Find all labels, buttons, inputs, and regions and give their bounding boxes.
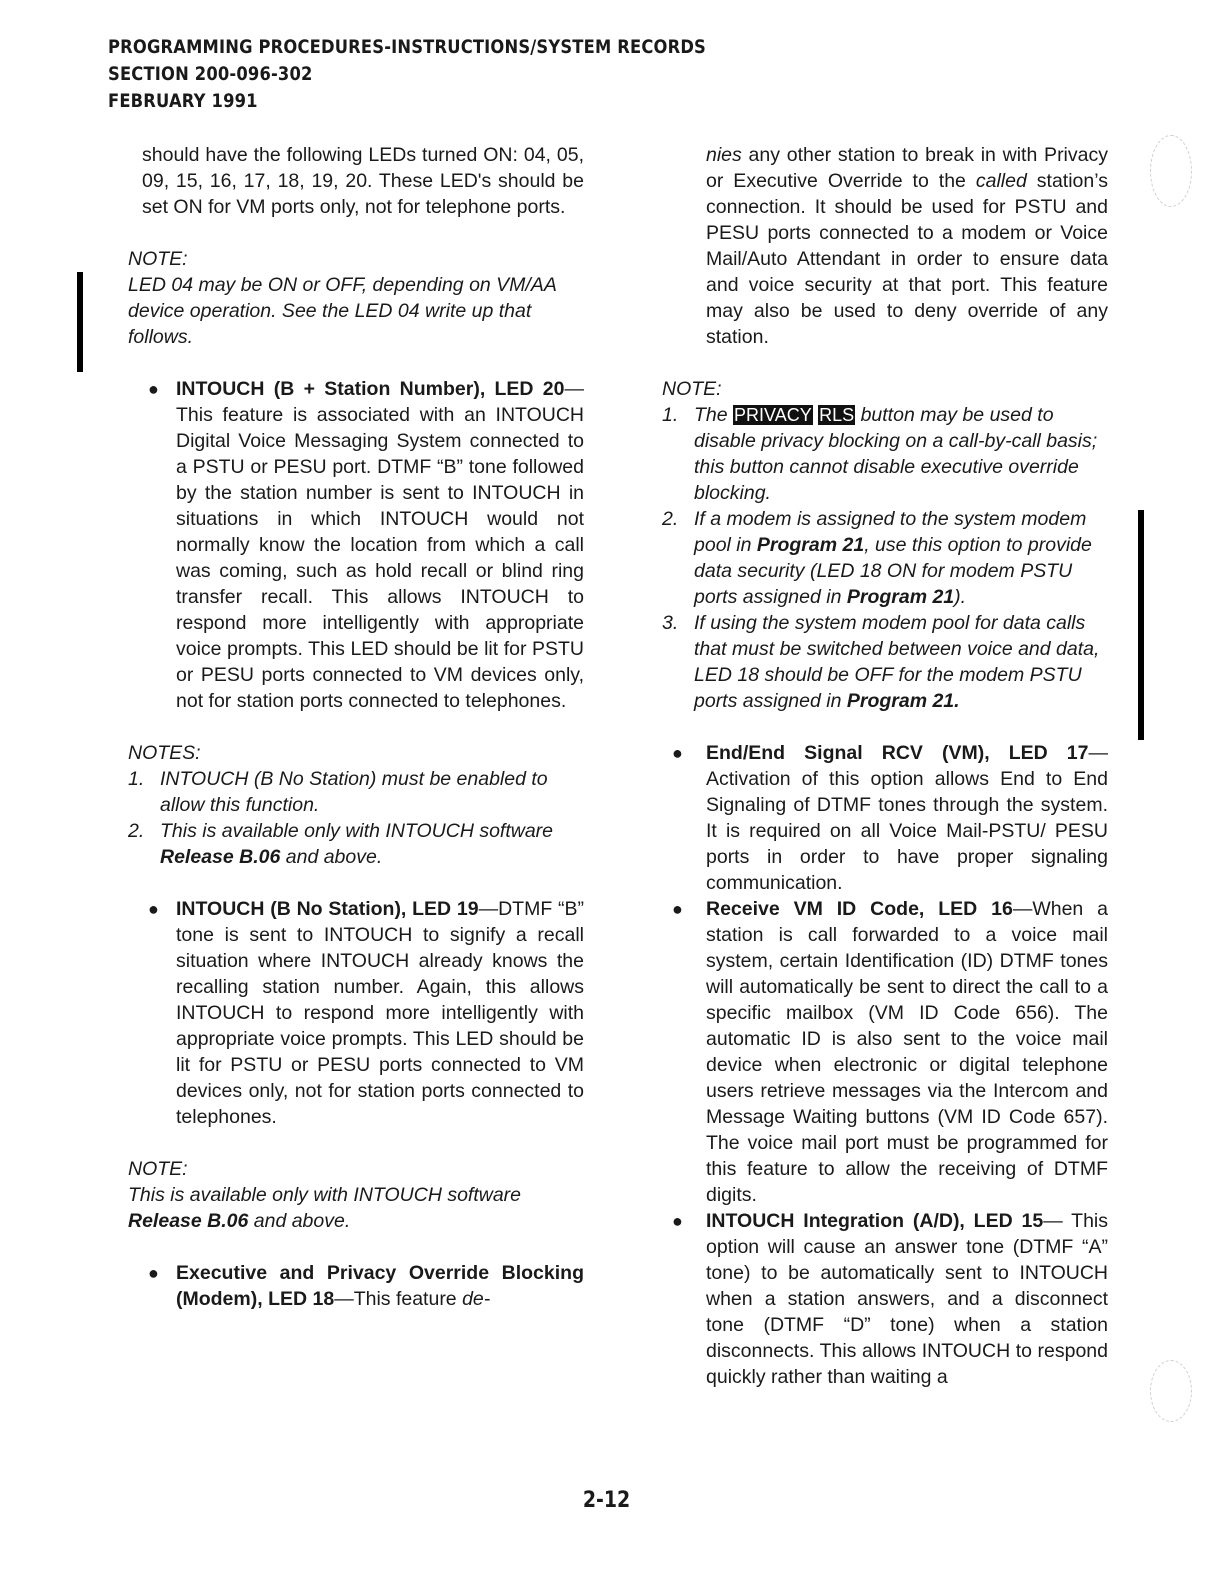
bullet-title: INTOUCH Integration (A/D), LED 15	[706, 1210, 1044, 1232]
bullet-text: —When a station is call forwarded to a voice mail system, certain Identification (ID) DTMF tones will automatically be sent to direct the call to a specific mailbox (VM ID Code 656). The automatic ID is also sent to the voice mail device when electronic or digital telephone users retrieve messages via the Intercom and Message Waiting buttons (VM ID Code 657). The voice mail port must be programmed for this feature to allow the receiving of DTMF digits.	[706, 898, 1109, 1206]
note-item-2: 2. If a modem is assigned to the system modem pool in Program 21, use this option to provide data security (LED 18 ON for modem PSTU ports assigned in Program 21).	[662, 508, 1092, 608]
bullet-text: — Activation of this option allows End to End Signaling of DTMF tones through the system. It is required on all Voice Mail-PSTU/ PESU ports in order to have proper signaling communication.	[706, 742, 1108, 894]
note-privacy	[662, 376, 1108, 714]
note-item-2-suffix: ).	[954, 586, 967, 608]
notes-item-1: 1. INTOUCH (B No Station) must be enabled to allow this function.	[128, 768, 548, 816]
bullet-dot: ●	[672, 899, 683, 919]
note-release	[128, 1156, 584, 1234]
notes-item-2: 2. This is available only with INTOUCH software Release B.06 and above.	[128, 820, 554, 868]
rls-key: RLS	[819, 405, 855, 425]
note-suffix: and above.	[248, 1210, 351, 1232]
note-led04	[128, 246, 584, 350]
note-body: LED 04 may be ON or OFF, depending on VM/AA device operation. See the LED 04 write up that follows.	[128, 274, 557, 348]
bullet-text: —DTMF “B” tone is sent to INTOUCH to signify a recall situation where INTOUCH already knows the recalling station number. Again, this allows INTOUCH to respond more intelligently with appropriate voice prompts. This LED should be lit for PSTU or PESU ports connected to VM devices only, not for station ports connected to telephones.	[176, 898, 585, 1128]
bullet-text: — This option will cause an answer tone (DTMF “A” tone) to be automatically sent to INTOUCH when a station answers, and a disconnect tone (DTMF “D” tone) when a station disconnects. This allows INTOUCH to respond quickly rather than waiting a	[706, 1210, 1108, 1388]
privacy-key: PRIVACY	[734, 405, 812, 425]
cont-text-2: station’s connection. It should be used for PSTU and PESU ports connected to a modem or Voice Mail/Auto Attendant in order to ensure data and voice security at that port. This feature may also be used to deny override of any station.	[706, 170, 1108, 348]
bullet-title: INTOUCH (B + Station Number), LED 20	[176, 378, 565, 400]
bullet-title: Executive and Privacy Override Blocking (Modem), LED 18	[176, 1262, 584, 1310]
note-label: NOTE:	[128, 248, 188, 270]
note-label: NOTE:	[662, 378, 722, 400]
bullet-title: INTOUCH (B No Station), LED 19	[176, 898, 479, 920]
note-item-3: 3. If using the system modem pool for data calls that must be switched between voice and data, LED 18 should be OFF for the modem PSTU ports assigned in Program 21.	[662, 612, 1100, 712]
bullet-text: —This feature	[334, 1288, 463, 1310]
bullet-end-end-signal	[662, 740, 1108, 896]
page-header	[108, 34, 796, 115]
bullet-text: —This feature is associated with an INTOUCH Digital Voice Messaging System connected to a PSTU or PESU port. DTMF “B” tone followed by the station number is sent to INTOUCH in situations in which INTOUCH would not normally know the location from which a call was coming, such as hold recall or blind ring transfer recall. This allows INTOUCH to respond more intelligently with appropriate voice prompts. This LED should be lit for PSTU or PESU ports connected to VM devices only, not for station ports connected to telephones.	[176, 378, 584, 712]
punch-hole-mark	[1150, 135, 1192, 207]
cont-word: nies	[706, 144, 742, 166]
notes-item-1-text: INTOUCH (B No Station) must be enabled to allow this function.	[160, 768, 548, 816]
punch-hole-mark	[1150, 1360, 1192, 1422]
bullet-text-cont: de-	[462, 1288, 491, 1310]
bullet-title: Receive VM ID Code, LED 16	[706, 898, 1013, 920]
note-item-2-text: If a modem is assigned to the system modem pool in	[694, 508, 1087, 556]
note-item-2-mid: , use this option to provide data security (LED 18 ON for modem PSTU ports assigned in	[694, 534, 1092, 608]
release-ref: Release B.06	[128, 1210, 249, 1232]
left-column	[128, 142, 584, 1312]
header-title: PROGRAMMING PROCEDURES-INSTRUCTIONS/SYSTEM RECORDS	[108, 36, 707, 58]
bullet-intouch-b-station	[128, 376, 584, 714]
note-item-3-text: If using the system modem pool for data calls that must be switched between voice and data, LED 18 should be OFF for the modem PSTU ports assigned in	[694, 612, 1100, 712]
cont-text: any other station to break in with Privacy or Executive Override to the	[706, 144, 1108, 192]
program-ref: Program 21	[756, 534, 865, 556]
bullet-dot: ●	[672, 743, 683, 763]
override-continuation	[662, 142, 1108, 350]
change-bar-left	[77, 272, 83, 372]
header-section: SECTION 200-096-302	[108, 63, 313, 85]
bullet-intouch-b-no-station	[128, 896, 584, 1130]
intro-paragraph: should have the following LEDs turned ON: 04, 05, 09, 15, 16, 17, 18, 19, 20. These LED's should be set ON for VM ports only, not for telephone ports.	[142, 144, 584, 218]
bullet-dot: ●	[148, 379, 159, 399]
note-item-1-suffix: button may be used to disable privacy blocking on a call-by-call basis; this button cannot disable executive override blocking.	[694, 404, 1098, 504]
program-ref: Program 21	[846, 586, 955, 608]
bullet-dot: ●	[148, 899, 159, 919]
notes-item-2-suffix: and above.	[280, 846, 383, 868]
notes-label: NOTES:	[128, 742, 201, 764]
bullet-intouch-integration	[662, 1208, 1108, 1390]
release-ref: Release B.06	[160, 846, 281, 868]
right-column	[662, 142, 1108, 1390]
note-label: NOTE:	[128, 1158, 188, 1180]
note-item-1: 1. The PRIVACY RLS button may be used to disable privacy blocking on a call-by-call basis; this button cannot disable executive override blocking.	[662, 404, 1098, 504]
cont-called: called	[975, 170, 1027, 192]
bullet-dot: ●	[148, 1263, 159, 1283]
notes-intouch	[128, 740, 584, 870]
bullet-receive-vm-id	[662, 896, 1108, 1208]
note-item-1-text: The	[694, 404, 734, 426]
bullet-dot: ●	[672, 1211, 683, 1231]
page-number: 2-12	[582, 1488, 631, 1513]
bullet-title: End/End Signal RCV (VM), LED 17	[706, 742, 1089, 764]
change-bar-right	[1138, 510, 1144, 740]
program-ref: Program 21.	[846, 690, 960, 712]
notes-item-2-text: This is available only with INTOUCH software	[160, 820, 554, 842]
header-date: FEBRUARY 1991	[108, 90, 258, 112]
bullet-override-blocking	[128, 1260, 584, 1312]
note-text: This is available only with INTOUCH software	[128, 1184, 522, 1206]
